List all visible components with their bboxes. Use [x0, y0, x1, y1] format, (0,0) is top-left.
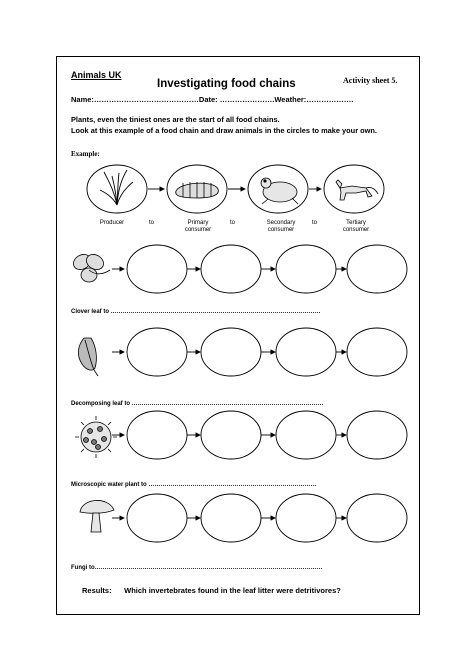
- page-title: Investigating food chains: [157, 78, 296, 90]
- clover-leaf-icon: [71, 251, 110, 282]
- producer-label: Producer: [99, 220, 125, 226]
- activity-sheet-label: Activity sheet 5.: [343, 76, 398, 85]
- clover-row-label[interactable]: Clover leaf to ……………………………………………………………………………………………: [71, 309, 321, 315]
- mushroom-icon: [80, 500, 114, 532]
- producer-circle: [87, 165, 147, 213]
- drawing-circle[interactable]: [127, 245, 187, 293]
- connector-to-2: to: [230, 220, 236, 226]
- toad-icon: [261, 178, 298, 204]
- intro-line-1: Plants, even the tiniest ones are the start of all food chains.: [71, 115, 280, 124]
- results-prefix: Results:: [82, 586, 112, 595]
- example-heading: Example:: [71, 150, 100, 158]
- drawing-circle[interactable]: [276, 245, 336, 293]
- primary-consumer-label: Primary consumer: [184, 220, 212, 233]
- drawing-circle[interactable]: [127, 328, 187, 376]
- drawing-circle[interactable]: [127, 411, 187, 459]
- brand-name: Animals UK: [71, 70, 122, 80]
- drawing-circle[interactable]: [347, 328, 407, 376]
- drawing-circle[interactable]: [347, 411, 407, 459]
- microscopic-row-label[interactable]: Microscopic water plant to …………………………………………………………………………: [71, 482, 317, 488]
- intro-line-2: Look at this example of a food chain and draw animals in the circles to make your own.: [71, 126, 377, 135]
- tertiary-consumer-label: Tertiary consumer: [342, 220, 370, 233]
- drawing-circle[interactable]: [276, 494, 336, 542]
- drawing-circle[interactable]: [347, 245, 407, 293]
- grass-icon: [100, 170, 133, 205]
- microscopic-plant-icon: [75, 416, 117, 458]
- caterpillar-icon: [176, 182, 219, 198]
- drawing-circle[interactable]: [201, 494, 261, 542]
- drawing-circle[interactable]: [347, 494, 407, 542]
- drawing-circle[interactable]: [127, 494, 187, 542]
- food-chain-rows: [112, 245, 407, 542]
- drawing-circle[interactable]: [201, 411, 261, 459]
- drawing-circle[interactable]: [201, 245, 261, 293]
- example-chain: [87, 165, 384, 213]
- fungi-row-label[interactable]: Fungi to……………………………………………………………………………………………………: [71, 565, 323, 571]
- secondary-consumer-label: Secondary consumer: [266, 220, 296, 233]
- drawing-circle[interactable]: [201, 328, 261, 376]
- results-question: Which invertebrates found in the leaf litter were detritivores?: [124, 586, 341, 595]
- connector-to-1: to: [149, 220, 155, 226]
- connector-to-3: to: [312, 220, 318, 226]
- drawing-circle[interactable]: [276, 411, 336, 459]
- fox-icon: [336, 180, 378, 200]
- decomposing-row-label[interactable]: Decomposing leaf to ……………………………………………………………………………………: [71, 401, 324, 407]
- name-date-weather-line[interactable]: Name:……………………………………Date: ………………….Weather:……………….: [71, 95, 354, 104]
- decomposing-leaf-icon: [78, 338, 98, 376]
- drawing-circle[interactable]: [276, 328, 336, 376]
